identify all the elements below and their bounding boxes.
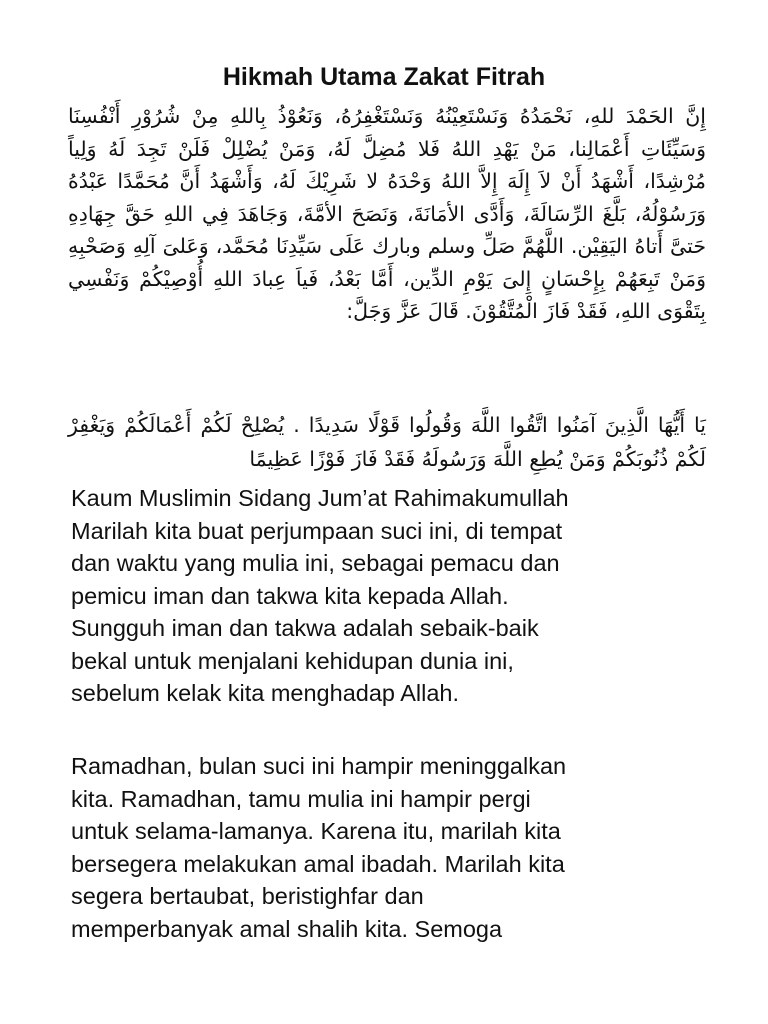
arabic-quran-verse: يَا أَيُّهَا الَّذِينَ آمَنُوا اتَّقُوا اللَّهَ وَقُولُوا قَوْلًا سَدِيدًا . يُصْلِحْ لَكُمْ أَعْمَالَكُمْ وَيَغْفِرْ لَكُمْ ذُنُوبَكُمْ وَمَنْ يُطِعِ اللَّهَ وَرَسُولَهُ فَقَدْ فَازَ فَوْزًا عَظِيمًا [68,413,706,471]
arabic-opening-prayer: إِنَّ الحَمْدَ للهِ، نَحْمَدُهُ وَنَسْتَعِيْنُهُ وَنَسْتَغْفِرُهُ، وَنَعُوْذُ بِاللهِ مِنْ شُرُوْرِ أَنْفُسِنَا وَسَيِّئَاتِ أَعْمَالِنا، مَنْ يَهْدِ اللهُ فَلا مُضِلَّ لَهُ، وَمَنْ يُضْلِلْ فَلَنْ تَجِدَ لَهُ وَلِياً مُرْشِدًا، أَشْهَدُ أَنْ لاَ إِلَهَ إِلاَّ اللهُ وَحْدَهُ لا شَرِيْكَ لَهُ، وَأَشْهَدُ أَنَّ مُحَمَّدًا عَبْدُهُ وَرَسُوْلُهُ، بَلَّغَ الرِّسَالَةَ، وَأَدَّى الأمَانَةَ، وَنَصَحَ الأمَّةَ، وَجَاهَدَ فِي اللهِ حَقَّ جِهَادِهِ حَتىَّ أَتاهُ اليَقِيْن. اللَّهُمَّ صَلِّ وسلم وبارك عَلَى سَيِّدِنَا مُحَمَّد، وَعَلىَ آلِهِ وَصَحْبِهِ وَمَنْ تَبِعَهُمْ بِإِحْسَانٍ إِلىَ يَوْمِ الدِّين، أَمَّا بَعْدُ، فَياَ عِبادَ اللهِ أُوْصِيْكُمْ وَنَفْسِي بِتَقْوَى اللهِ، فَقَدْ فَازَ الْمُتَّقُوْنَ. قَالَ عَزَّ وَجَلَّ: [68,104,706,323]
sermon-paragraph-1: Kaum Muslimin Sidang Jum’at Rahimakumullah Marilah kita buat perjumpaan suci ini, di tempat dan waktu yang mulia ini, sebagai pemacu dan pemicu iman dan takwa kita kepada Allah. Sungguh iman dan takwa adalah sebaik-baik bekal untuk menjalani kehidupan dunia ini, sebelum kelak kita menghadap Allah. [71,485,569,706]
sermon-paragraph-2: Ramadhan, bulan suci ini hampir meninggalkan kita. Ramadhan, tamu mulia ini hampir pergi untuk selama-lamanya. Karena itu, marilah kita bersegera melakukan amal ibadah. Marilah kita segera bertaubat, beristighfar dan memperbanyak amal shalih kita. Semoga [71,753,567,942]
document-title: Hikmah Utama Zakat Fitrah [222,63,546,91]
